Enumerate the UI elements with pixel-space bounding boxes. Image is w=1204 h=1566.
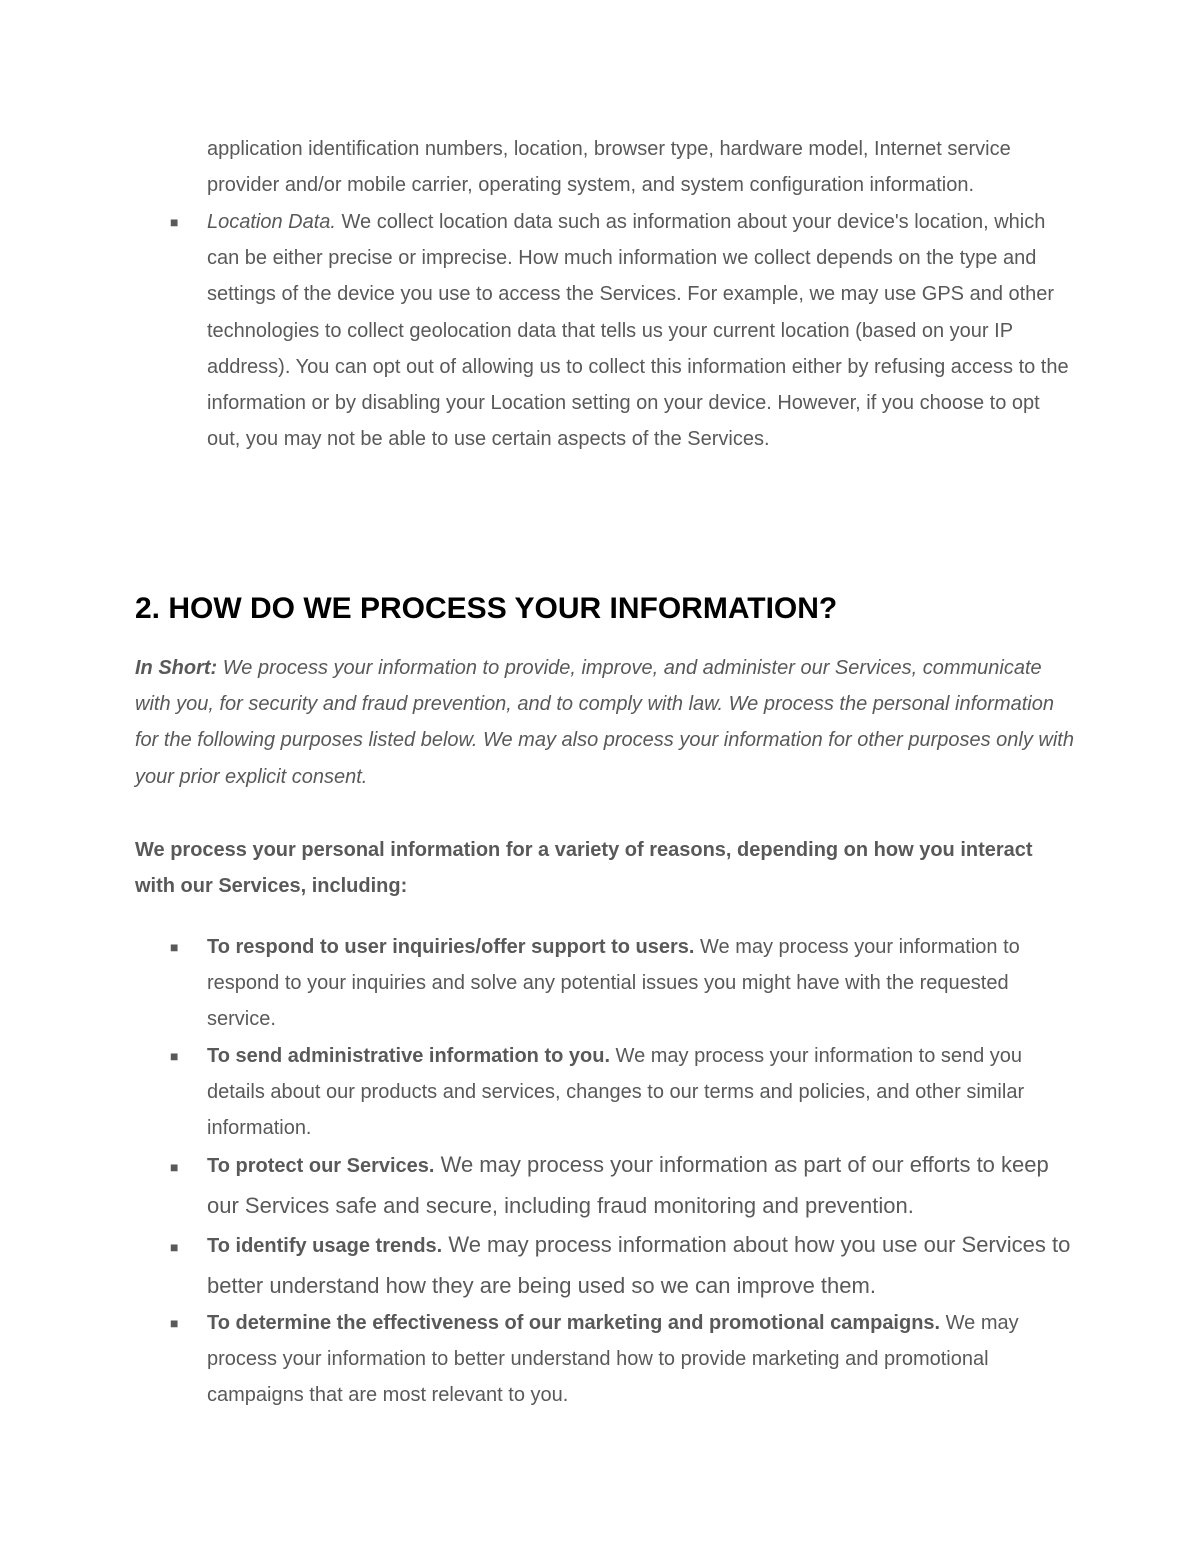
list-item-title: To identify usage trends. [207, 1235, 443, 1257]
in-short-text: We process your information to provide, improve, and administer our Services, communicate with you, for security and fraud prevention, and to comply with law. We process the personal information for the following purposes listed below. We may also process your information for other purposes only with your prior explicit consent. [135, 657, 1074, 788]
list-item-text: We may process your information to send you details about our products and services, changes to our terms and policies, and other similar information. [207, 1045, 1025, 1140]
list-item-location-data [170, 204, 1077, 457]
list-item [170, 1225, 1077, 1306]
list-item-title: To respond to user inquiries/offer support to users. [207, 936, 695, 958]
list-item [170, 1038, 1077, 1147]
list-item-title: To determine the effectiveness of our marketing and promotional campaigns. [207, 1312, 941, 1334]
list-item [170, 1305, 1077, 1414]
bullet-icon: ■ [170, 1239, 179, 1255]
list-item [170, 929, 1077, 1038]
bullet-icon: ■ [170, 1159, 179, 1175]
list-item-text: We may process your information to better understand how to provide marketing and promotional campaigns that are most relevant to you. [207, 1312, 1019, 1407]
bullet-icon: ■ [170, 214, 179, 230]
list-item-text: We may process information about how you use our Services to better understand how they are being used so we can improve them. [207, 1232, 1071, 1298]
list-item [170, 1145, 1077, 1226]
section-heading: 2. HOW DO WE PROCESS YOUR INFORMATION? [135, 592, 838, 625]
list-item-text: We collect location data such as information about your device's location, which can be either precise or imprecise. How much information we collect depends on the type and settings of the device you use to access the Services. For example, we may use GPS and other technologies to collect geolocation data that tells us your current location (based on your IP address). You can opt out of allowing us to collect this information either by refusing access to the information or by disabling your Location setting on your device. However, if you choose to opt out, you may not be able to use certain aspects of the Services. [207, 211, 1069, 451]
list-item-text: We may process your information as part of our efforts to keep our Services safe and secure, including fraud monitoring and prevention. [207, 1152, 1049, 1218]
list-item-title: To send administrative information to you. [207, 1045, 610, 1067]
intro-paragraph: We process your personal information for a variety of reasons, depending on how you interact with our Services, including: [135, 839, 1033, 898]
bullet-icon: ■ [170, 1315, 179, 1331]
in-short-summary [135, 650, 1075, 795]
continued-list-text: application identification numbers, location, browser type, hardware model, Internet service provider and/or mobile carrier, operating system, and system configuration information. [207, 138, 1011, 197]
list-item-text: We may process your information to respond to your inquiries and solve any potential issues you might have with the requested service. [207, 936, 1020, 1031]
in-short-label: In Short: [135, 657, 218, 679]
list-item-title: To protect our Services. [207, 1155, 435, 1177]
list-item-title: Location Data. [207, 211, 336, 233]
bullet-icon: ■ [170, 939, 179, 955]
bullet-icon: ■ [170, 1048, 179, 1064]
